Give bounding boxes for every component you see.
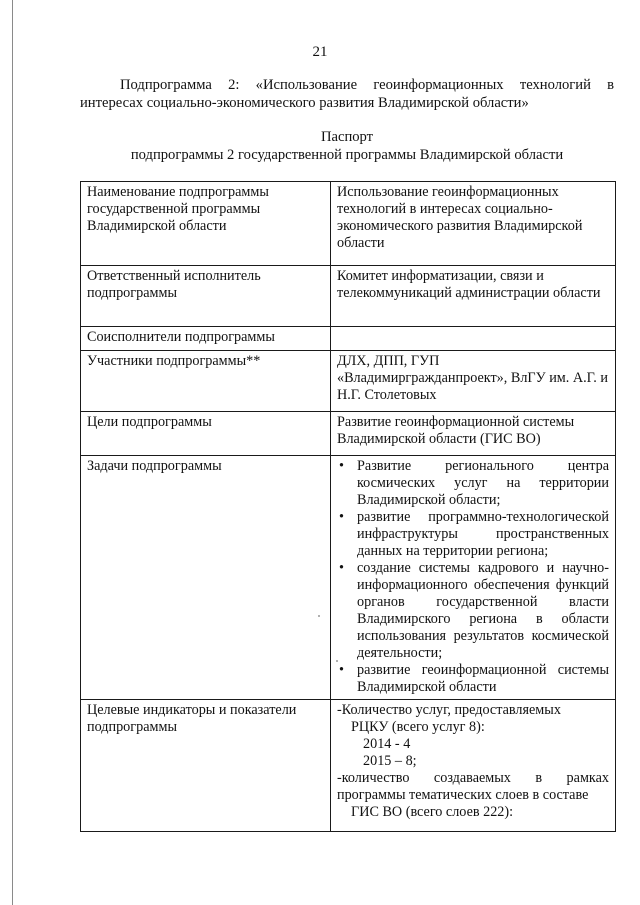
subprogram-heading-line-1: Подпрограмма 2: «Использование геоинформационных технологий в xyxy=(120,77,614,93)
scan-left-edge xyxy=(12,0,13,905)
table-row xyxy=(81,412,616,456)
table-row xyxy=(81,351,616,412)
passport-subtitle: подпрограммы 2 государственной программы Владимирской области xyxy=(130,147,564,163)
row-label: Соисполнители подпрограммы xyxy=(81,327,331,351)
tasks-list xyxy=(337,458,609,696)
subprogram-heading xyxy=(80,76,614,112)
table-row xyxy=(81,266,616,327)
list-item: • развитие геоинформационной системы Владимирской области xyxy=(351,662,609,696)
row-value: Использование геоинформационных технологий в интересах социально-экономического развития Владимирской области xyxy=(331,182,616,266)
tasks-cell xyxy=(331,456,616,700)
indicator-line: программы тематических слоев в составе xyxy=(337,787,589,803)
passport-table xyxy=(80,181,616,832)
indicator-line: 2015 – 8; xyxy=(363,753,417,769)
row-label: Наименование подпрограммы государственной программы Владимирской области xyxy=(81,182,331,266)
indicator-line: -количество создаваемых в рамках xyxy=(337,770,609,786)
indicators-cell xyxy=(331,700,616,832)
indicator-line: ГИС ВО (всего слоев 222): xyxy=(351,804,514,820)
row-label: Задачи подпрограммы xyxy=(81,456,331,700)
indicator-line: -Количество услуг, предоставляемых xyxy=(337,702,561,718)
table-row xyxy=(81,700,616,832)
indicator-line: 2014 - 4 xyxy=(363,736,411,752)
subprogram-heading-line-2: интересах социально-экономического развития Владимирской области» xyxy=(80,95,529,111)
row-value: Развитие геоинформационной системы Владимирской области (ГИС ВО) xyxy=(331,412,616,456)
scan-speck xyxy=(336,660,338,662)
row-value xyxy=(331,327,616,351)
scan-speck xyxy=(318,615,320,617)
page-number: 21 xyxy=(312,44,328,60)
passport-title: Паспорт xyxy=(320,129,374,145)
table-row xyxy=(81,456,616,700)
row-value: ДЛХ, ДПП, ГУП «Владимиргражданпроект», ВлГУ им. А.Г. и Н.Г. Столетовых xyxy=(331,351,616,412)
list-item: • Развитие регионального центра космических услуг на территории Владимирской области; xyxy=(351,458,609,509)
row-label: Цели подпрограммы xyxy=(81,412,331,456)
table-row xyxy=(81,182,616,266)
list-item: • создание системы кадрового и научно-информационного обеспечения функций органов государственной власти Владимирского региона в области использования результатов космической деятельности; xyxy=(351,560,609,662)
row-value: Комитет информатизации, связи и телекоммуникаций администрации области xyxy=(331,266,616,327)
row-label: Участники подпрограммы** xyxy=(81,351,331,412)
row-label: Целевые индикаторы и показатели подпрограммы xyxy=(81,700,331,832)
list-item: • развитие программно-технологической инфраструктуры пространственных данных на территории региона; xyxy=(351,509,609,560)
indicator-line: РЦКУ (всего услуг 8): xyxy=(351,719,485,735)
table-row xyxy=(81,327,616,351)
row-label: Ответственный исполнитель подпрограммы xyxy=(81,266,331,327)
passport-title-block xyxy=(80,128,614,164)
